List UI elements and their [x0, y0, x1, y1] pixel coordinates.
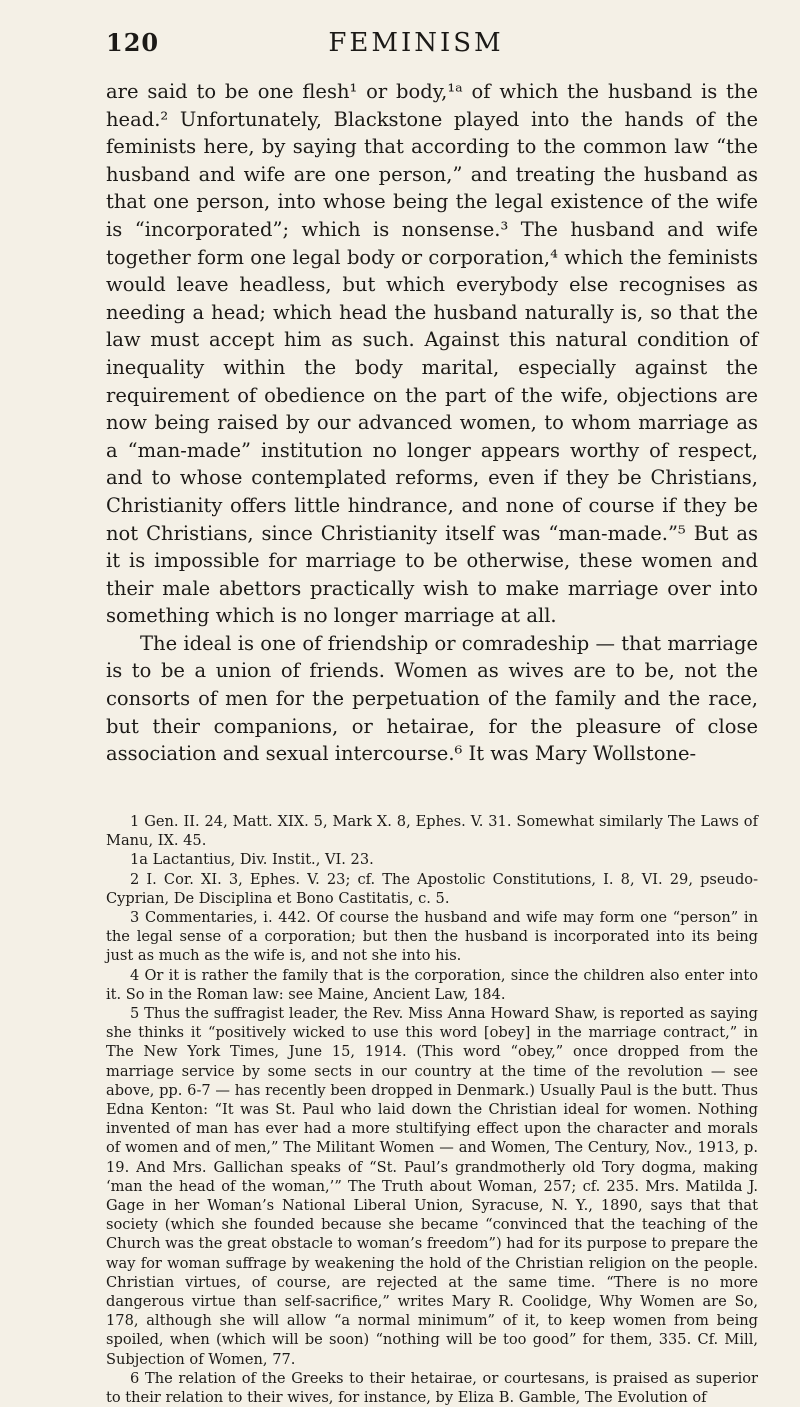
footnote-1a: 1a Lactantius, Div. Instit., VI. 23. [130, 851, 374, 869]
footnote-2: 2 I. Cor. XI. 3, Ephes. V. 23; cf. The Apostolic Constitutions, I. 8, VI. 29, pseudo-Cyprian, De Disciplina et Bono Castitatis, c. 5. [106, 870, 758, 907]
footnote-3: 3 Commentaries, i. 442. Of course the husband and wife may form one “person” in the legal sense of a corporation; but then the husband is incorporated into its being just as much as the wife is, and not she into his. [106, 909, 758, 965]
body-paragraph: The ideal is one of friendship or comradeship — that marriage is to be a union of friends. Women as wives are to be, not the consorts of men for the perpetuation of the family and the race, but their companions, or hetairae, for the pleasure of close association and sexual intercourse.⁶ It was Mary Wollstone- [106, 631, 758, 766]
main-text [106, 78, 758, 768]
footnotes [106, 812, 758, 1407]
footnote-6: 6 The relation of the Greeks to their hetairae, or courtesans, is praised as superior to their relation to their wives, for instance, by Eliza B. Gamble, The Evolution of [106, 1369, 758, 1407]
footnote-5: 5 Thus the suffragist leader, the Rev. Miss Anna Howard Shaw, is reported as saying she thinks it “positively wicked to use this word [obey] in the marriage contract,” in The New York Times, June 15, 1914. (This word “obey,” once dropped from the marriage service by some sects in our country at the time of the revolution — see above, pp. 6-7 — has recently been dropped in Denmark.) Usually Paul is the butt. Thus Edna Kenton: “It was St. Paul who laid down the Christian ideal for women. Nothing invented of man has ever had a more stultifying effect upon the character and morals of women and of men,” The Militant Women — and Women, The Century, Nov., 1913, p. 19. And Mrs. Gallichan speaks of “St. Paul’s grandmotherly old Tory dogma, making ‘man the head of the woman,’” The Truth about Woman, 257; cf. 235. Mrs. Matilda J. Gage in her Woman’s National Liberal Union, Syracuse, N. Y., 1890, says that that society (which she founded because she became “convinced that the teaching of the Church was the great obstacle to woman’s freedom”) had for its purpose to prepare the way for woman suffrage by weakening the hold of the Christian religion on the people. Christian virtues, of course, are rejected at the same time. “There is no more dangerous virtue than self-sacrifice,” writes Mary R. Coolidge, Why Women are So, 178, although she will allow “a normal minimum” of it, to keep women from being spoiled, when (which will be soon) “nothing will be too good” for them, 335. Cf. Mill, Subjection of Women, 77. [106, 1005, 758, 1368]
body-paragraph: are said to be one flesh¹ or body,¹ᵃ of which the husband is the head.² Unfortunately, Blackstone played into the hands of the feminists here, by saying that according to the common law “the husband and wife are one person,” and treating the husband as that one person, into whose being the legal existence of the wife is “incorporated”; which is nonsense.³ The husband and wife together form one legal body or corporation,⁴ which the feminists would leave headless, but which everybody else recognises as needing a head; which head the husband naturally is, so that the law must accept him as such. Against this natural condition of inequality within the body marital, especially against the requirement of obedience on the part of the wife, objections are now being raised by our advanced women, to whom marriage as a “man-made” institution no longer appears worthy of respect, and to whose contemplated reforms, even if they be Christians, Christianity offers little hindrance, and none of course if they be not Christians, since Christianity itself was “man-made.”⁵ But as it is impossible for marriage to be otherwise, these women and their male abettors practically wish to make marriage over into something which is no longer marriage at all. [106, 80, 758, 628]
page-header [106, 28, 726, 62]
footnote-1: 1 Gen. II. 24, Matt. XIX. 5, Mark X. 8, Ephes. V. 31. Somewhat similarly The Laws of Manu, IX. 45. [106, 813, 758, 850]
page-number: 120 [106, 28, 160, 57]
footnote-4: 4 Or it is rather the family that is the corporation, since the children also enter into it. So in the Roman law: see Maine, Ancient Law, 184. [106, 966, 758, 1003]
running-head: FEMINISM [328, 28, 504, 58]
